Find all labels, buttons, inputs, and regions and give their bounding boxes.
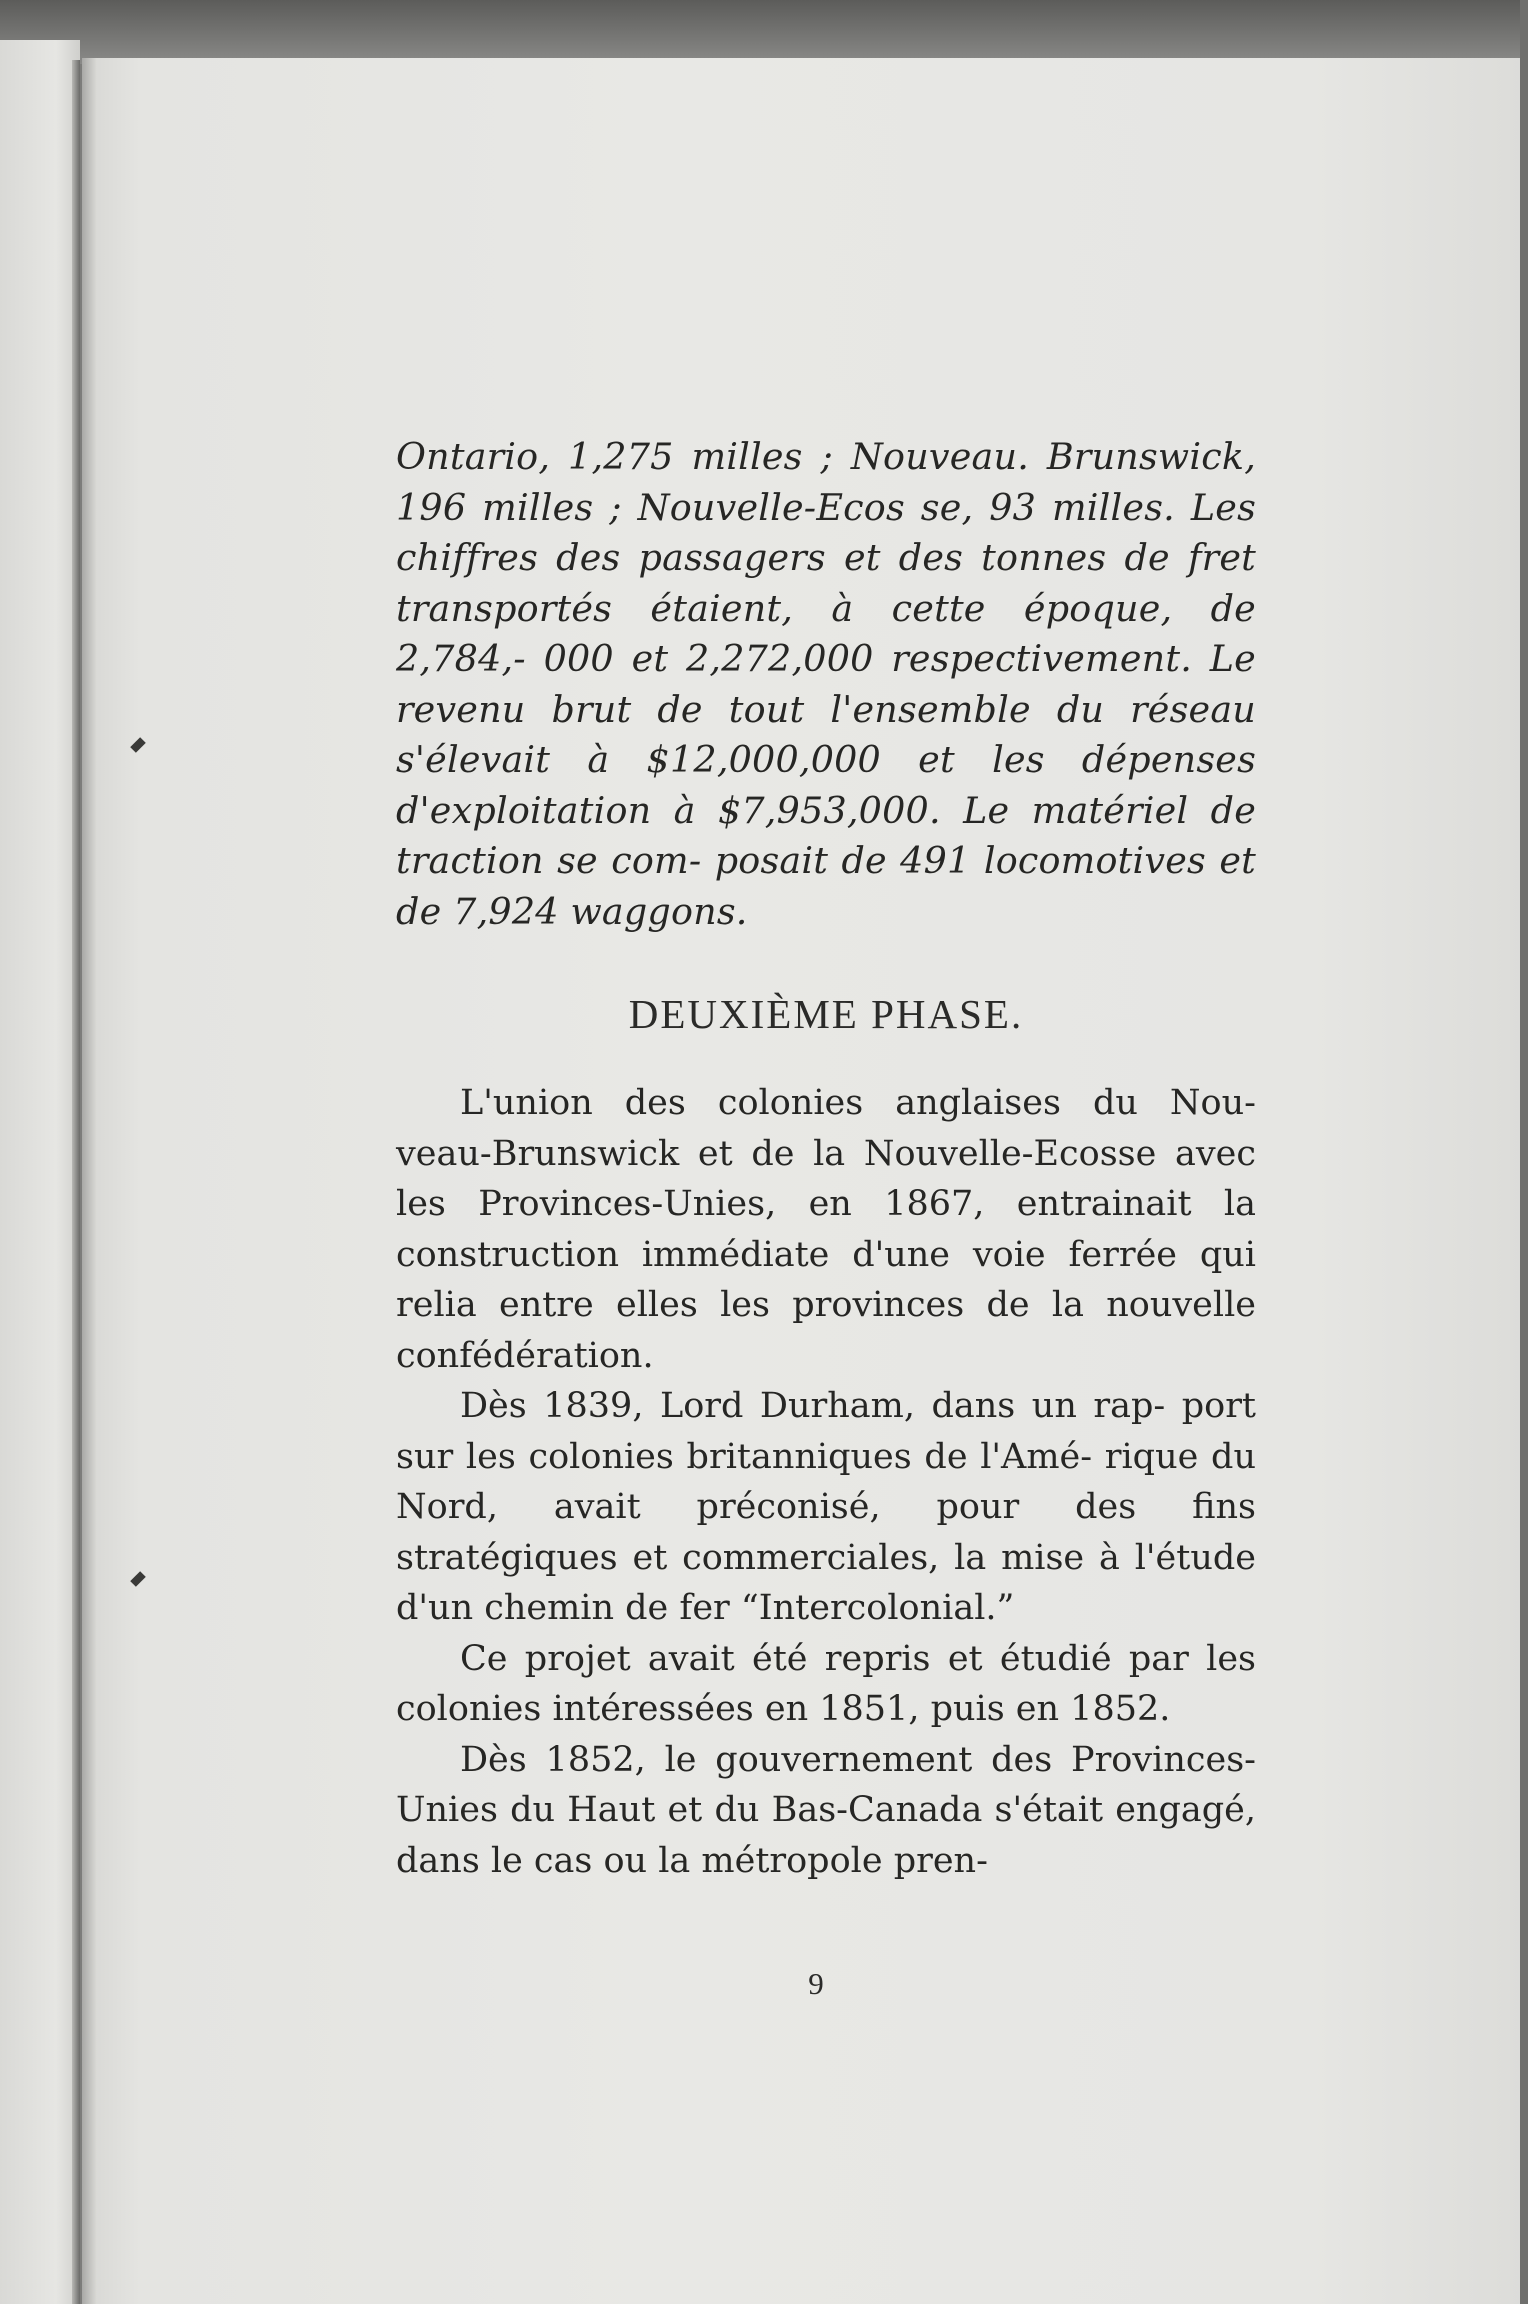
page-fold-shadow — [82, 58, 96, 2304]
body-paragraph: Dès 1852, le gouvernement des Provinces- Unies du Haut et du Bas-Canada s'était engagé, dans le cas ou la métropole pren- — [396, 1739, 1256, 1881]
italic-statistics-paragraph: Ontario, 1,275 milles ; Nouveau. Brunswick, 196 milles ; Nouvelle-Ecos se, 93 milles. Les chiffres des passagers et des tonnes de fret transportés étaient, à cette époque, de 2,784,- 000 et 2,272,000 respectivement. Le revenu brut de tout l'ensemble du réseau s'élevait à $12,000,000 et les dépenses d'exploitation à $7,953,000. Le matériel de traction se com- posait de 491 locomotives et de 7,924 waggons. — [396, 435, 1256, 933]
body-text — [396, 1078, 1256, 1886]
scan-top-background — [0, 0, 1528, 64]
body-paragraph: Dès 1839, Lord Durham, dans un rap- port sur les colonies britanniques de l'Amé- rique du Nord, avait préconisé, pour des fins stratégiques et commerciales, la mise à l'étude d'un chemin de fer “Intercolonial.” — [396, 1386, 1256, 1628]
body-paragraph: Ce projet avait été repris et étudié par les colonies intéressées en 1851, puis en 1852. — [396, 1638, 1256, 1729]
scan-right-edge — [1520, 0, 1528, 2304]
page-number: 9 — [808, 1966, 824, 2001]
section-heading: DEUXIÈME PHASE. — [628, 991, 1024, 1037]
facing-page-edge — [0, 40, 80, 2304]
binding-edge — [72, 60, 80, 2304]
body-paragraph: L'union des colonies anglaises du Nou- veau-Brunswick et de la Nouvelle-Ecosse avec les Provinces-Unies, en 1867, entrainait la construction immédiate d'une voie ferrée qui relia entre elles les provinces de la nouvelle confédération. — [396, 1083, 1256, 1376]
